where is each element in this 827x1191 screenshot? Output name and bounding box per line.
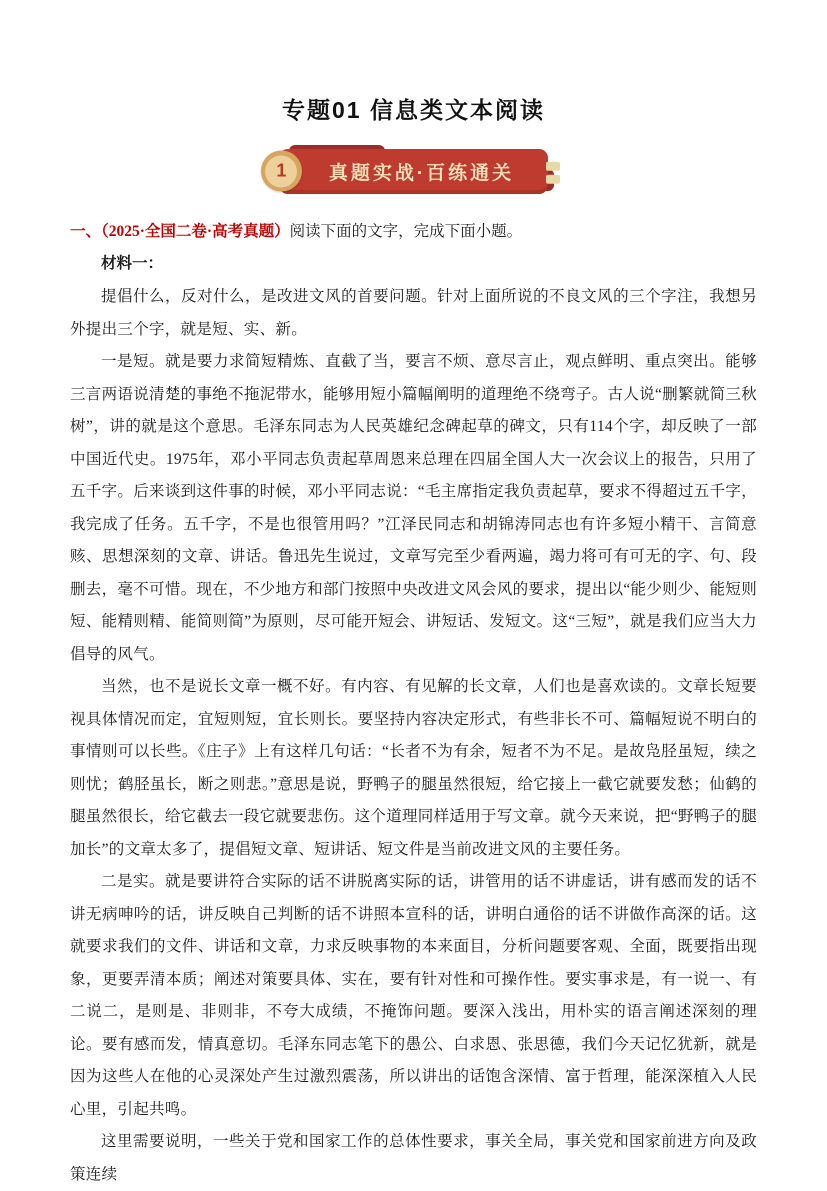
material-label: 材料一： bbox=[101, 255, 164, 272]
question-number: 一、 bbox=[70, 223, 102, 240]
material-paragraph-1: 提倡什么，反对什么，是改进文风的首要问题。针对上面所说的不良文风的三个字注，我想另外提出三个字，就是短、实、新。 bbox=[70, 288, 757, 338]
material-paragraph-5: 这里需要说明，一些关于党和国家工作的总体性要求，事关全局，事关党和国家前进方向及政策连续 bbox=[70, 1133, 757, 1183]
question-source-tag: （2025·全国二卷·高考真题） bbox=[101, 223, 290, 240]
banner-number-badge bbox=[261, 151, 302, 192]
banner-number: 1 bbox=[265, 155, 297, 187]
equals-decoration-icon bbox=[546, 162, 560, 184]
banner-label: 真题实战·百练通关 bbox=[328, 163, 515, 184]
material-paragraph-4: 二是实。就是要讲符合实际的话不讲脱离实际的话，讲管用的话不讲虚话，讲有感而发的话不讲无病呻吟的话，讲反映自己判断的话不讲照本宣科的话，讲明白通俗的话不讲做作高深的话。这就要求我们的文件、讲话和文章，力求反映事物的本来面目，分析问题要客观、全面，既要指出现象，更要弄清本质；阐述对策要具体、实在，要有针对性和可操作性。要实事求是，有一说一、有二说二，是则是、非则非，不夸大成绩，不掩饰问题。要深入浅出，用朴实的语言阐述深刻的理论。要有感而发，情真意切。毛泽东同志笔下的愚公、白求恩、张思德，我们今天记忆犹新，就是因为这些人在他的心灵深处产生过激烈震荡，所以讲出的话饱含深情、富于哲理，能深深植入人民心里，引起共鸣。 bbox=[70, 873, 757, 1118]
question-instruction: 阅读下面的文字，完成下面小题。 bbox=[289, 223, 523, 240]
banner-bar bbox=[279, 149, 548, 194]
material-paragraph-2: 一是短。就是要力求简短精炼、直截了当，要言不烦、意尽言止，观点鲜明、重点突出。能够三言两语说清楚的事绝不拖泥带水，能够用短小篇幅阐明的道理绝不绕弯子。古人说“删繁就简三秋树”，讲的就是这个意思。毛泽东同志为人民英雄纪念碑起草的碑文，只有114个字，却反映了一部中国近代史。1975年，邓小平同志负责起草周恩来总理在四届全国人大一次会议上的报告，只用了五千字。后来谈到这件事的时候，邓小平同志说：“毛主席指定我负责起草，要求不得超过五千字，我完成了任务。五千字，不是也很管用吗？”江泽民同志和胡锦涛同志也有许多短小精干、言简意赅、思想深刻的文章、讲话。鲁迅先生说过，文章写完至少看两遍，竭力将可有可无的字、句、段删去，毫不可惜。现在，不少地方和部门按照中央改进文风会风的要求，提出以“能少则少、能短则短、能精则精、能简则简”为原则，尽可能开短会、讲短话、发短文。这“三短”，就是我们应当大力倡导的风气。 bbox=[70, 353, 757, 663]
section-banner bbox=[276, 149, 548, 193]
material-paragraph-3: 当然，也不是说长文章一概不好。有内容、有见解的长文章，人们也是喜欢读的。文章长短要视具体情况而定，宜短则短，宜长则长。要坚持内容决定形式，有些非长不可、篇幅短说不明白的事情则可以长些。《庄子》上有这样几句话：“长者不为有余，短者不为不足。是故凫胫虽短，续之则忧；鹤胫虽长，断之则悲。”意思是说，野鸭子的腿虽然很短，给它接上一截它就要发愁；仙鹤的腿虽然很长，给它截去一段它就要悲伤。这个道理同样适用于写文章。就今天来说，把“野鸭子的腿加长”的文章太多了，提倡短文章、短讲话、短文件是当前改进文风的主要任务。 bbox=[70, 678, 757, 858]
page-title: 专题01 信息类文本阅读 bbox=[282, 97, 545, 123]
question-header bbox=[70, 219, 757, 245]
